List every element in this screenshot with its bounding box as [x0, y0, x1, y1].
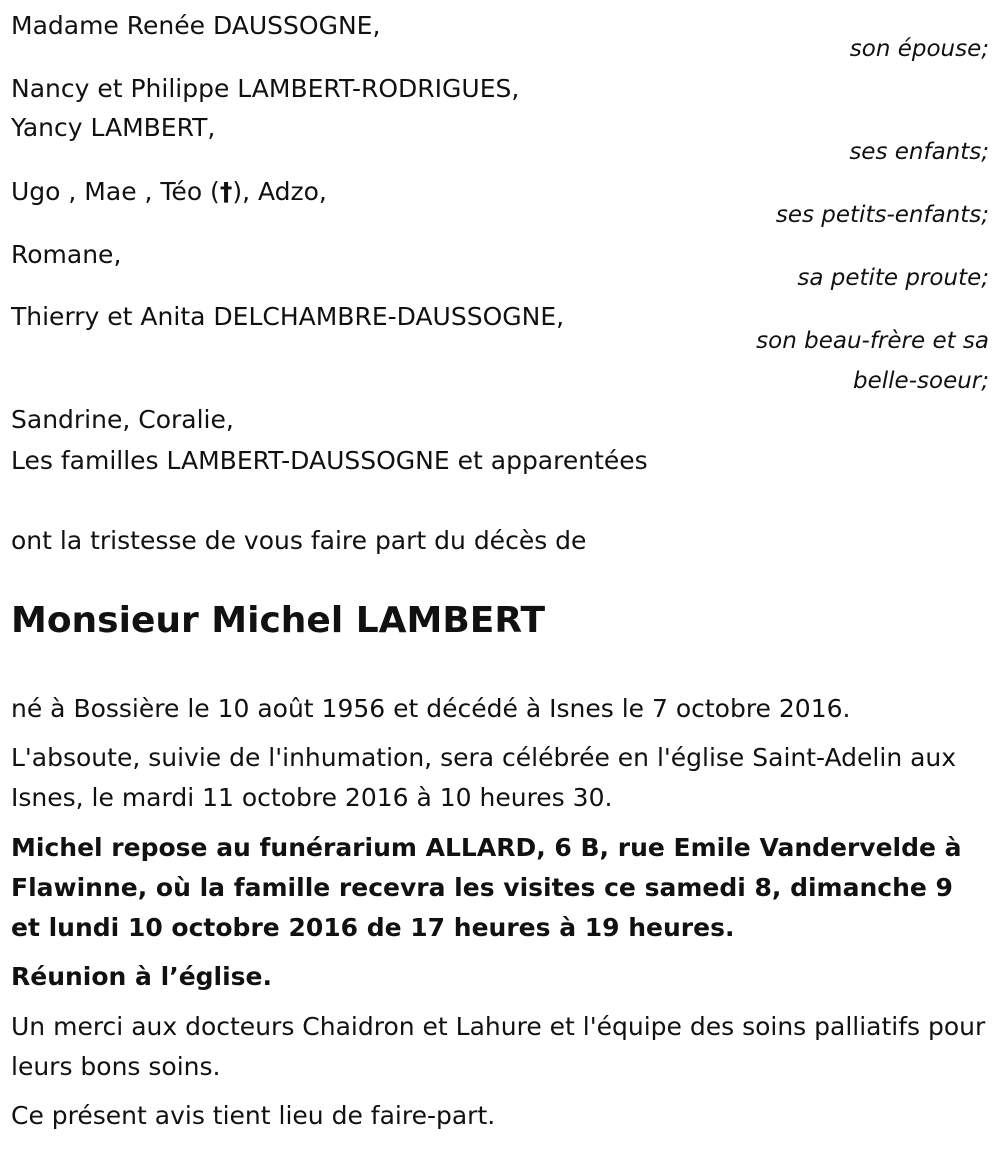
birth-death-info: né à Bossière le 10 août 1956 et décédé à Isnes le 7 octobre 2016. — [11, 694, 851, 723]
others-line-2: Les familles LAMBERT-DAUSSOGNE et apparentées — [11, 446, 648, 475]
child-line-1: Nancy et Philippe LAMBERT-RODRIGUES, — [11, 74, 520, 103]
thanks-info: Un merci aux docteurs Chaidron et Lahure et l'équipe des soins palliatifs pour leurs bons soins. — [11, 1012, 986, 1081]
romane-line: Romane, — [11, 240, 122, 269]
spouse-name: Madame Renée DAUSSOGNE, — [11, 11, 381, 40]
child-line-2: Yancy LAMBERT, — [11, 113, 216, 142]
ceremony-info: L'absoute, suivie de l'inhumation, sera célébrée en l'église Saint-Adelin aux Isnes, le mardi 11 octobre 2016 à 10 heures 30. — [11, 743, 957, 812]
deceased-name: Monsieur Michel LAMBERT — [11, 600, 546, 641]
grandchildren-relation: ses petits-enfants; — [775, 202, 989, 228]
spouse-relation: son épouse; — [849, 36, 989, 62]
visitation-info: Michel repose au funérarium ALLARD, 6 B, rue Emile Vandervelde à Flawinne, où la famille recevra les visites ce samedi 8, dimanche 9 et lundi 10 octobre 2016 de 17 heures à 19 heures. — [11, 833, 962, 942]
cross-icon: † — [219, 177, 233, 206]
grandchildren-names-end: ), Adzo, — [232, 177, 327, 206]
grandchildren-names: Ugo , Mae , Téo ( — [11, 177, 220, 206]
announcement: ont la tristesse de vous faire part du décès de — [11, 526, 587, 555]
grandchildren-line — [11, 177, 327, 207]
others-line-1: Sandrine, Coralie, — [11, 405, 234, 434]
inlaws-relation-2: belle-soeur; — [853, 368, 989, 394]
closing-note: Ce présent avis tient lieu de faire-part. — [11, 1101, 496, 1130]
inlaws-relation-1: son beau-frère et sa — [756, 328, 989, 354]
romane-relation: sa petite proute; — [797, 265, 989, 291]
inlaws-line: Thierry et Anita DELCHAMBRE-DAUSSOGNE, — [11, 302, 565, 331]
meeting-info: Réunion à l’église. — [11, 962, 273, 991]
children-relation: ses enfants; — [849, 139, 989, 165]
